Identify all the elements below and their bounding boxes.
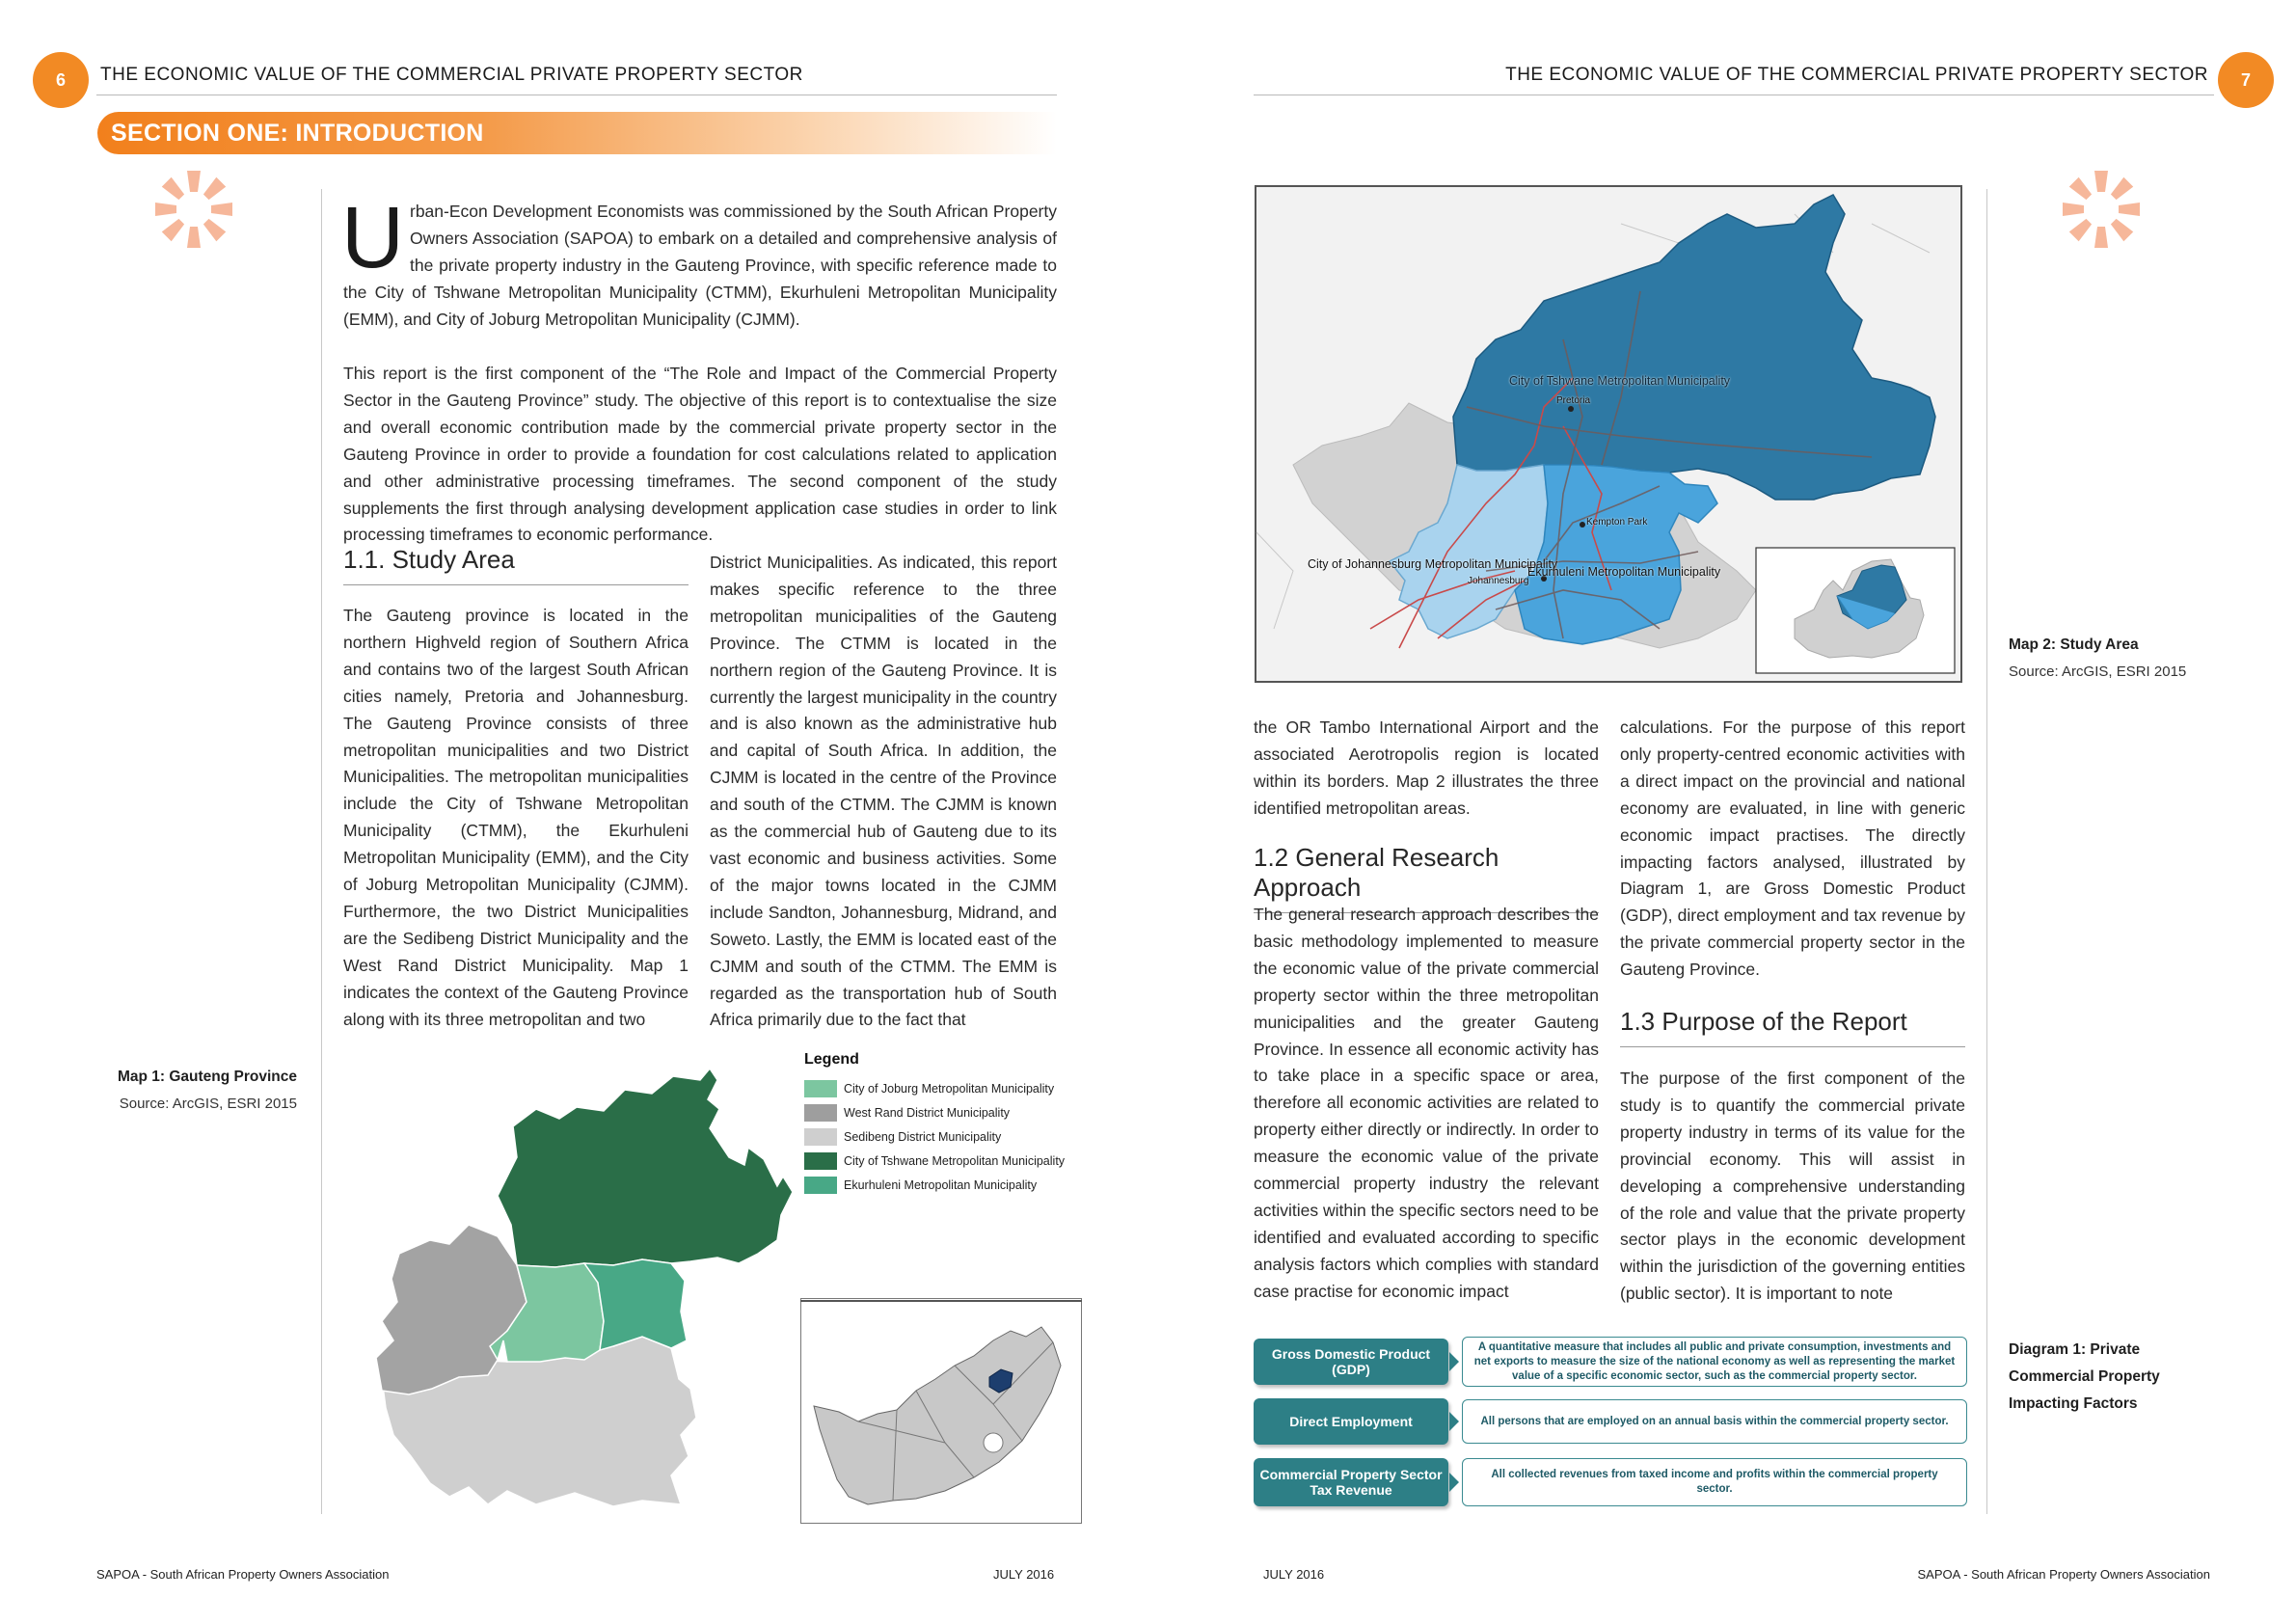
- map2-caption-source: Source: ArcGIS, ESRI 2015: [2009, 663, 2187, 680]
- legend-item: [804, 1149, 1065, 1173]
- map2-label-joburg: City of Johannesburg Metropolitan Municipality: [1308, 557, 1558, 571]
- legend-label: Sedibeng District Municipality: [844, 1129, 1002, 1144]
- map1-inset-south-africa: [800, 1298, 1082, 1524]
- map2-label-kempton-park: Kempton Park: [1586, 517, 1648, 528]
- map2-label-johannesburg: Johannesburg: [1468, 576, 1529, 586]
- map2-caption-title: Map 2: Study Area: [2009, 636, 2139, 653]
- legend-label: Ekurhuleni Metropolitan Municipality: [844, 1177, 1038, 1192]
- legend-swatch: [804, 1128, 837, 1146]
- footer-right-org: SAPOA - South African Property Owners Association: [1917, 1567, 2210, 1582]
- running-header-left: THE ECONOMIC VALUE OF THE COMMERCIAL PRIVATE PROPERTY SECTOR: [100, 65, 803, 85]
- column-divider-right: [1986, 189, 1987, 1514]
- column-divider-left: [321, 189, 322, 1514]
- study-area-column-1: [343, 603, 689, 1034]
- heading-study-area: 1.1. Study Area: [343, 545, 689, 585]
- section-banner-title: SECTION ONE: INTRODUCTION: [111, 120, 484, 147]
- footer-left-date: JULY 2016: [993, 1567, 1055, 1582]
- map1-legend: [804, 1051, 1065, 1197]
- legend-swatch: [804, 1080, 837, 1097]
- diagram-box-gdp: Gross Domestic Product (GDP): [1254, 1339, 1448, 1385]
- intro-paragraph: [341, 190, 1057, 334]
- sunburst-icon-right: [2060, 168, 2143, 251]
- legend-label: City of Tshwane Metropolitan Municipality: [844, 1153, 1066, 1168]
- paragraph-objective-text: This report is the first component of the “The Role and Impact of the Commercial Property Sector in the Gauteng Province” study. The objective of this report is to contextualise the size and overall economic contribution made by the commercial private property sector in the Gauteng Province in order to provide a foundation for cost calculations related to application and other administrative processing timeframes. The second component of the study supplements the first through analysing development application case studies in order to link processing timeframes to economic performance.: [343, 364, 1057, 545]
- right-col1-intro: [1254, 715, 1599, 823]
- page-number-left: 6: [33, 52, 89, 108]
- map2-study-area: [1255, 185, 1962, 683]
- right-col2-intro: [1620, 715, 1965, 984]
- footer-left-org: SAPOA - South African Property Owners Association: [96, 1567, 390, 1582]
- diagram-desc-employment: All persons that are employed on an annual basis within the commercial property sector.: [1462, 1399, 1967, 1444]
- map1-gauteng: [324, 1051, 806, 1510]
- legend-label: West Rand District Municipality: [844, 1105, 1011, 1120]
- map2-label-ekurhuleni: Ekurhuleni Metropolitan Municipality: [1527, 565, 1721, 579]
- right-col1-intro-text: the OR Tambo International Airport and the associated Aerotropolis region is located within its borders. Map 2 illustrates the three identified metropolitan areas.: [1254, 717, 1599, 818]
- right-col2-purpose: [1620, 1066, 1965, 1308]
- heading-purpose: 1.3 Purpose of the Report: [1620, 1007, 1965, 1047]
- diagram-desc-tax: All collected revenues from taxed income and profits within the commercial property sector.: [1462, 1458, 1967, 1506]
- section-banner: [97, 112, 1057, 154]
- diagram-box-tax: Commercial Property Sector Tax Revenue: [1254, 1458, 1448, 1506]
- map1-caption-title: Map 1: Gauteng Province: [117, 1069, 297, 1085]
- heading-research-approach: 1.2 General Research Approach: [1254, 843, 1599, 913]
- map2-label-pretoria: Pretoria: [1556, 395, 1591, 406]
- diagram-box-employment: Direct Employment: [1254, 1398, 1448, 1445]
- paragraph-objective: [343, 361, 1057, 549]
- study-area-col2-text: District Municipalities. As indicated, this report makes specific reference to the three metropolitan municipalities of the Gauteng Province. The CTMM is located in the northern region of the Gauteng Province. It is currently the largest municipality in the country and is also known as the administrative hub and capital of South Africa. In addition, the CJMM is located in the centre of the Province and south of the CTMM. The CJMM is known as the commercial hub of Gauteng due to its vast economic and business activities. Some of the major towns located in the CJMM include Sandton, Johannesburg, Midrand, and Soweto. Lastly, the EMM is located east of the CJMM and south of the CTMM. The EMM is regarded as the transportation hub of South Africa primarily due to the fact that: [710, 553, 1057, 1030]
- legend-item: [804, 1076, 1065, 1100]
- diagram-arrow: [1449, 1412, 1459, 1431]
- running-header-right: THE ECONOMIC VALUE OF THE COMMERCIAL PRIVATE PROPERTY SECTOR: [1505, 65, 2208, 85]
- right-col2-intro-text: calculations. For the purpose of this report only property-centred economic activities with a direct impact on the provincial and national economy are evaluated, in line with generic economic impact practises. The directly impacting factors analysed, illustrated by Diagram 1, are Gross Domestic Product (GDP), direct employment and tax revenue by the private commercial property sector in the Gauteng Province.: [1620, 717, 1965, 980]
- map2-label-tshwane: City of Tshwane Metropolitan Municipality: [1509, 374, 1731, 388]
- map1-tshwane: [498, 1069, 793, 1267]
- right-col2-purpose-text: The purpose of the first component of the study is to quantify the commercial private property industry in terms of its value for the provincial economy. This will assist in developing a comprehensive understanding of the role and value that the private property sector plays in the economic development within the jurisdiction of the governing entities (public sector). It is important to note: [1620, 1069, 1965, 1304]
- legend-swatch: [804, 1104, 837, 1122]
- diagram-caption: Diagram 1: Private Commercial Property Impacting Factors: [2009, 1341, 2160, 1412]
- diagram-arrow: [1449, 1352, 1459, 1371]
- legend-swatch: [804, 1152, 837, 1170]
- map1-caption-source: Source: ArcGIS, ESRI 2015: [119, 1096, 297, 1112]
- sunburst-icon-left: [152, 168, 235, 251]
- legend-item: [804, 1100, 1065, 1124]
- diagram-desc-gdp: A quantitative measure that includes all public and private consumption, investments and net exports to measure the size of the national economy as well as representing the market value of a specific economic sector, such as the commercial property sector.: [1462, 1337, 1967, 1387]
- right-col1-research: [1254, 902, 1599, 1306]
- study-area-column-2: [710, 550, 1057, 1034]
- study-area-col1-text: The Gauteng province is located in the northern Highveld region of Southern Africa and contains two of the largest South African cities namely, Pretoria and Johannesburg. The Gauteng Province consists of three metropolitan municipalities and two District Municipalities. The metropolitan municipalities include the City of Tshwane Metropolitan Municipality (CTMM), the Ekurhuleni Metropolitan Municipality (EMM), and the City of Joburg Metropolitan Municipality (CJMM). Furthermore, the two District Municipalities are the Sedibeng District Municipality and the West Rand District Municipality. Map 1 indicates the context of the Gauteng Province along with its three metropolitan and two: [343, 606, 689, 1029]
- right-col1-research-text: The general research approach describes the basic methodology implemented to measure the economic value of the private commercial property sector within the three metropolitan municipalities and the greater Gauteng Province. In essence all economic activity has to take place in a specific space or area, therefore all economic activities are related to property either directly or indirectly. In order to measure the economic value of the private commercial property industry the relevant activities within the specific sectors need to be identified and evaluated according to specific analysis factors which complies with standard case practise for economic impact: [1254, 905, 1599, 1301]
- legend-item: [804, 1173, 1065, 1197]
- page-number-right: 7: [2218, 52, 2274, 108]
- diagram-box-tax-wrapper: [1254, 1458, 1448, 1506]
- legend-swatch: [804, 1177, 837, 1194]
- intro-text: rban-Econ Development Economists was commissioned by the South African Property Owners Association (SAPOA) to embark on a detailed and comprehensive analysis of the private property industry in the Gauteng Province, with specific reference made to the City of Tshwane Metropolitan Municipality (CTMM), Ekurhuleni Metropolitan Municipality (EMM), and City of Joburg Metropolitan Municipality (CJMM).: [343, 202, 1057, 329]
- drop-cap: U: [341, 190, 404, 286]
- legend-item: [804, 1124, 1065, 1149]
- footer-right-date: JULY 2016: [1263, 1567, 1325, 1582]
- legend-label: City of Joburg Metropolitan Municipality: [844, 1081, 1055, 1096]
- diagram-arrow: [1449, 1473, 1459, 1492]
- legend-title: Legend: [804, 1051, 859, 1068]
